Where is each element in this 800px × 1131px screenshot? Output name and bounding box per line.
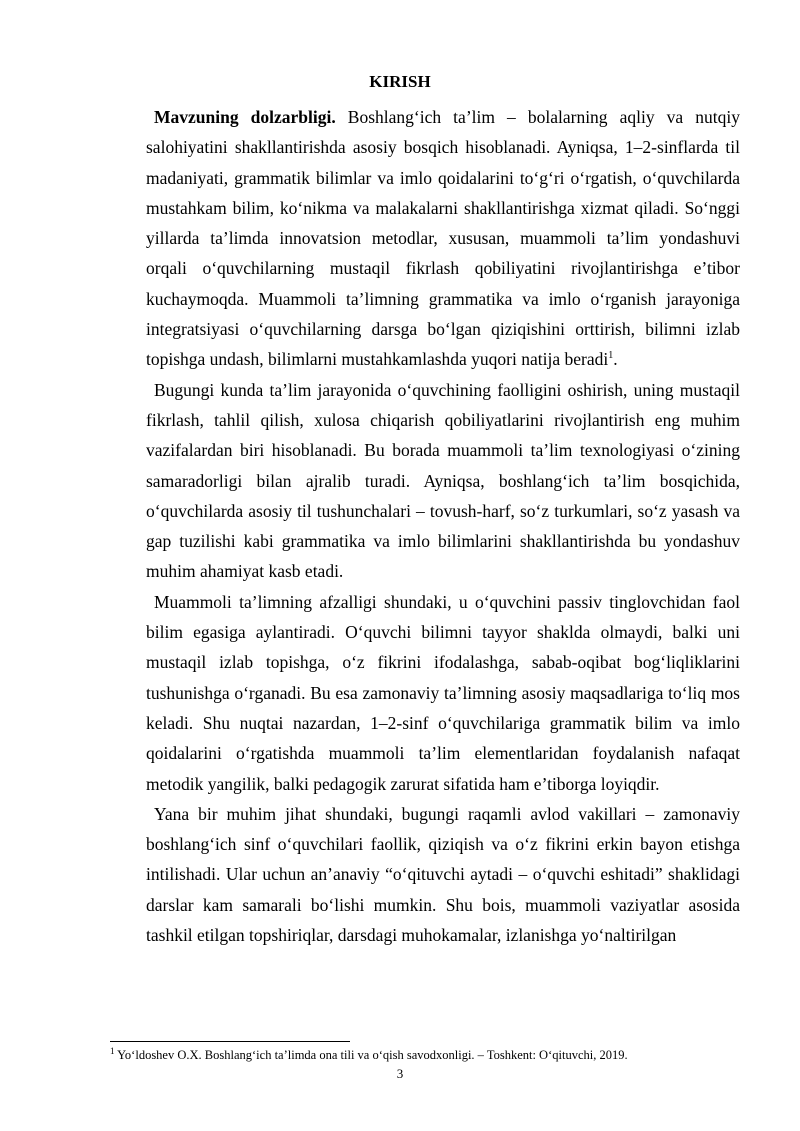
paragraph-3: Muammoli ta’limning afzalligi shundaki, u o‘quvchini passiv tinglovchidan faol bilim egasiga aylantiradi. O‘quvchi bilimni tayyor shaklda olmaydi, balki uni mustaqil izlab topishga, o‘z fikrini ifodalashga, sabab-oqibat bog‘liqliklarini tushunishga o‘rganadi. Bu esa zamonaviy ta’limning asosiy maqsadlariga to‘liq mos keladi. Shu nuqtai nazardan, 1–2-sinf o‘quvchilariga grammatik bilim va imlo qoidalarini o‘rgatishda muammoli ta’lim elementlaridan foydalanish nafaqat metodik yangilik, balki pedagogik zarurat sifatida ham e’tiborga loyiqdir. bbox=[146, 591, 740, 794]
footnote-number: 1 bbox=[110, 1045, 115, 1056]
paragraph-1 bbox=[146, 102, 740, 375]
paragraph-2: Bugungi kunda ta’lim jarayonida o‘quvchining faolligini oshirish, uning mustaqil fikrlash, tahlil qilish, xulosa chiqarish qobiliyatlarini rivojlantirish eng muhim vazifalardan biri hisoblanadi. Bu borada muammoli ta’lim texnologiyasi o‘zining samaradorligi bilan ajralib turadi. Ayniqsa, boshlang‘ich ta’lim bosqichida, o‘quvchilarda asosiy til tushunchalari – tovush-harf, so‘z turkumlari, so‘z yasash va gap tuzilishi kabi grammatika va imlo bilimlarini shakllantirishda bu yondashuv muhim ahamiyat kasb etadi. bbox=[146, 379, 740, 582]
section-heading: KIRISH bbox=[369, 72, 431, 91]
paragraph-1-text: Boshlang‘ich ta’lim – bolalarning aqliy va nutqiy salohiyatini shakllantirishda asosiy bosqich hisoblanadi. Ayniqsa, 1–2-sinflarda til madaniyati, grammatik bilimlar va imlo qoidalarini to‘g‘ri o‘rgatish, o‘quvchilarda mustahkam bilim, ko‘nikma va malakalarni shakllantirishga xizmat qiladi. So‘nggi yillarda ta’limda innovatsion metodlar, xususan, muammoli ta’lim yondashuvi orqali o‘quvchilarning mustaqil fikrlash qobiliyatini rivojlantirishga e’tibor kuchaymoqda. Muammoli ta’limning grammatika va imlo o‘rganish jarayoniga integratsiyasi o‘quvchilarning darsga bo‘lgan qiziqishini orttirish, bilimni izlab topishga undash, bilimlarni mustahkamlashda yuqori natija beradi bbox=[146, 107, 740, 370]
paragraph-1-end: . bbox=[613, 349, 618, 370]
footnote-divider bbox=[110, 1041, 350, 1042]
paragraph-4: Yana bir muhim jihat shundaki, bugungi raqamli avlod vakillari – zamonaviy boshlang‘ich sinf o‘quvchilari faollik, qiziqish va o‘z fikrini erkin bayon etishga intilishadi. Ular uchun an’anaviy “o‘qituvchi aytadi – o‘quvchi eshitadi” shaklidagi darslar kam samarali bo‘lishi mumkin. Shu bois, muammoli vaziyatlar asosida tashkil etilgan topshiriqlar, darsdagi muhokamalar, izlanishga yo‘naltirilgan bbox=[146, 803, 740, 946]
body-text bbox=[146, 102, 740, 950]
page-number: 3 bbox=[396, 1066, 404, 1081]
footnote-reference[interactable]: 1 bbox=[608, 350, 614, 362]
footnote bbox=[110, 1047, 750, 1063]
paragraph-lead: Mavzuning dolzarbligi. bbox=[154, 107, 336, 127]
footnote-text: Yo‘ldoshev O.X. Boshlang‘ich ta’limda ona tili va o‘qish savodxonligi. – Toshkent: O‘qituvchi, 2019. bbox=[114, 1048, 628, 1062]
